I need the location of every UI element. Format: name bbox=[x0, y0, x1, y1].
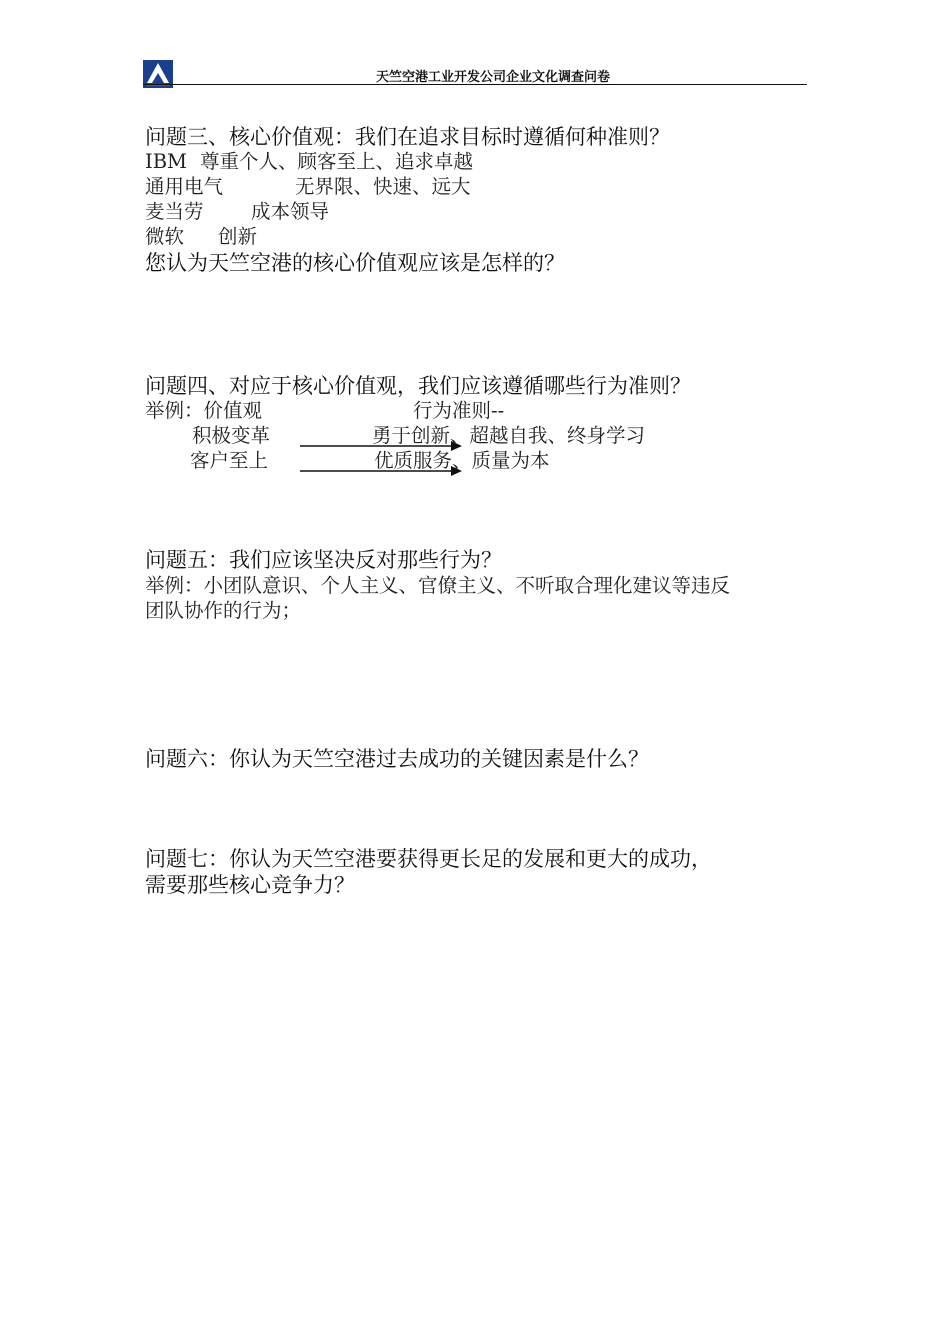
rule-label: 行为准则-- bbox=[413, 399, 505, 422]
question-5-example-cont: 团队协作的行为； bbox=[145, 599, 302, 622]
question-7-title: 问题七：你认为天竺空港要获得更长足的发展和更大的成功， bbox=[145, 847, 712, 871]
example-values: 尊重个人、顾客至上、追求卓越 bbox=[200, 150, 474, 173]
rule-item: 优质服务、质量为本 bbox=[374, 449, 550, 472]
question-4-title: 问题四、对应于核心价值观，我们应该遵循哪些行为准则？ bbox=[145, 374, 691, 398]
example-values: 成本领导 bbox=[251, 200, 330, 223]
value-item: 客户至上 bbox=[190, 449, 269, 472]
question-3-prompt: 您认为天竺空港的核心价值观应该是怎样的？ bbox=[145, 251, 565, 275]
rule-item: 勇于创新、超越自我、终身学习 bbox=[372, 424, 646, 447]
header-title: 天竺空港工业开发公司企业文化调查问卷 bbox=[375, 70, 610, 85]
example-company: 通用电气 bbox=[145, 175, 224, 198]
question-6-title: 问题六：你认为天竺空港过去成功的关键因素是什么？ bbox=[145, 747, 649, 771]
example-company: IBM bbox=[145, 150, 187, 173]
page-header bbox=[143, 60, 807, 90]
header-rule bbox=[143, 84, 807, 85]
question-5-title: 问题五：我们应该坚决反对那些行为？ bbox=[145, 548, 502, 572]
example-company: 微软 bbox=[145, 225, 185, 248]
example-label: 举例：价值观 bbox=[145, 399, 263, 422]
question-7-title-cont: 需要那些核心竞争力？ bbox=[145, 873, 355, 897]
question-5-example: 举例：小团队意识、个人主义、官僚主义、不听取合理化建议等违反 bbox=[145, 574, 731, 597]
value-item: 积极变革 bbox=[192, 424, 271, 447]
example-values: 创新 bbox=[218, 225, 258, 248]
example-values: 无界限、快速、远大 bbox=[295, 175, 471, 198]
question-3-title: 问题三、核心价值观：我们在追求目标时遵循何种准则？ bbox=[145, 125, 670, 149]
example-company: 麦当劳 bbox=[145, 200, 204, 223]
